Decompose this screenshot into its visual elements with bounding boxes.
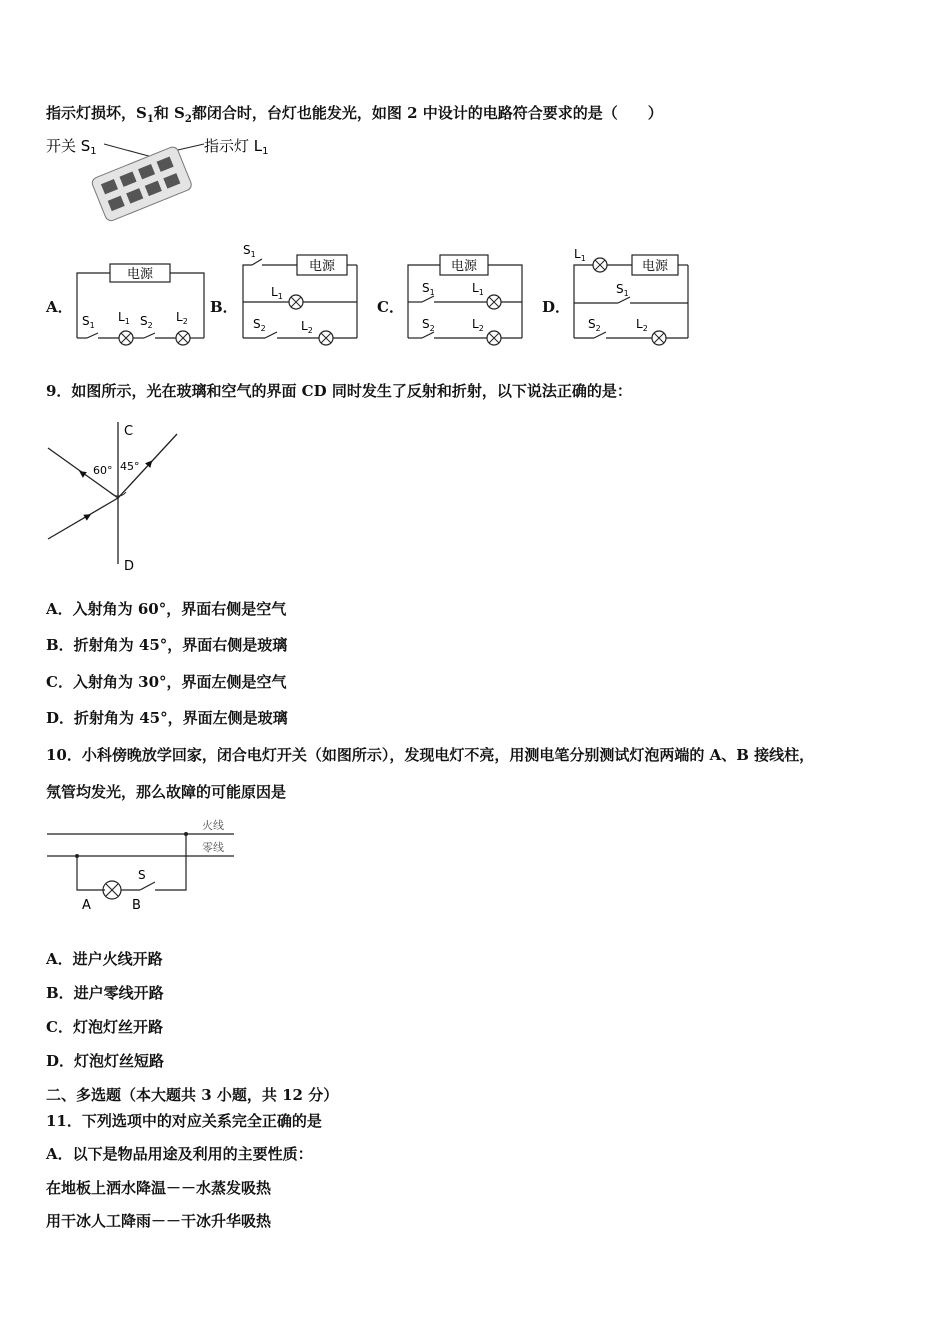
circuit-b bbox=[235, 238, 365, 350]
svg-text:L1: $L_1$ bbox=[472, 281, 484, 297]
q10-stem-line2: 氖管均发光，那么故障的可能原因是 bbox=[46, 783, 287, 801]
refraction-figure bbox=[44, 418, 189, 578]
q11-item-2: 用干冰人工降雨－－干冰升华吸热 bbox=[46, 1212, 272, 1230]
q8-option-b-label: B． bbox=[210, 298, 238, 316]
q9-stem: 9．如图所示，光在玻璃和空气的界面 CD 同时发生了反射和折射，以下说法正确的是： bbox=[46, 382, 632, 400]
q10-option-b[interactable]: B．进户零线开路 bbox=[46, 984, 164, 1002]
q9-option-d[interactable]: D．折射角为 45°，界面左侧是玻璃 bbox=[46, 709, 288, 727]
terminal-b-label: B bbox=[132, 898, 141, 913]
power-strip-figure bbox=[44, 130, 294, 230]
svg-text:S1: $S_1$ bbox=[616, 282, 629, 298]
q10-option-d[interactable]: D．灯泡灯丝短路 bbox=[46, 1052, 165, 1070]
q10-stem-line1: 10．小科傍晚放学回家，闭合电灯开关（如图所示），发现电灯不亮，用测电笔分别测试灯泡两端的 A、B 接线柱， bbox=[46, 746, 815, 764]
svg-text:L2: $L_2$ bbox=[472, 317, 484, 333]
q11-stem: 11．下列选项中的对应关系完全正确的是 bbox=[46, 1112, 322, 1130]
q11-option-a[interactable]: A．以下是物品用途及利用的主要性质： bbox=[46, 1145, 313, 1163]
fire-wire-label: 火线 bbox=[202, 819, 224, 832]
q9-option-b[interactable]: B．折射角为 45°，界面右侧是玻璃 bbox=[46, 636, 288, 654]
svg-text:电源: 电源 bbox=[641, 259, 669, 274]
svg-text:S1: $S_1$ bbox=[422, 281, 435, 297]
svg-text:电源: 电源 bbox=[308, 259, 336, 274]
svg-text:L2: $L_2$ bbox=[636, 317, 648, 333]
svg-text:L1: $L_1$ bbox=[574, 247, 586, 263]
svg-text:S2: $S_2$ bbox=[422, 317, 435, 333]
svg-text:S2: $S_2$ bbox=[588, 317, 601, 333]
switch-label: 开关 $S_1$ bbox=[46, 137, 97, 157]
zero-wire-label: 零线 bbox=[202, 841, 224, 854]
household-circuit-figure bbox=[44, 812, 244, 916]
circuit-c bbox=[400, 245, 530, 350]
q8-option-a-label: A． bbox=[46, 298, 73, 316]
switch-s-label: S bbox=[138, 868, 146, 882]
label-c: C bbox=[124, 424, 134, 439]
svg-text:S2: $S_2$ bbox=[253, 317, 266, 333]
terminal-a-label: A bbox=[82, 898, 91, 913]
q8-option-d-label: D． bbox=[542, 298, 571, 316]
power-label: 电源 bbox=[126, 267, 154, 282]
q9-option-a[interactable]: A．入射角为 60°，界面右侧是空气 bbox=[46, 600, 287, 618]
q10-option-a[interactable]: A．进户火线开路 bbox=[46, 950, 163, 968]
svg-text:电源: 电源 bbox=[450, 259, 478, 274]
svg-text:L2: $L_2$ bbox=[176, 310, 188, 326]
svg-text:L2: $L_2$ bbox=[301, 319, 313, 335]
svg-text:L1: $L_1$ bbox=[271, 285, 283, 301]
label-d: D bbox=[124, 559, 135, 574]
q11-item-1: 在地板上洒水降温－－水蒸发吸热 bbox=[46, 1179, 272, 1197]
svg-text:S1: $S_1$ bbox=[243, 243, 256, 259]
q9-option-c[interactable]: C．入射角为 30°，界面左侧是空气 bbox=[46, 673, 287, 691]
indicator-label: 指示灯 $L_1$ bbox=[204, 137, 269, 157]
svg-text:L1: $L_1$ bbox=[118, 310, 130, 326]
circuit-a bbox=[72, 255, 212, 350]
q10-option-c[interactable]: C．灯泡灯丝开路 bbox=[46, 1018, 163, 1036]
svg-text:S2: $S_2$ bbox=[140, 314, 153, 330]
circuit-d bbox=[566, 243, 696, 350]
angle-45: 45° bbox=[120, 460, 140, 473]
svg-text:S1: $S_1$ bbox=[82, 314, 95, 330]
section2-heading: 二、多选题（本大题共 3 小题，共 12 分） bbox=[46, 1086, 339, 1104]
q8-stem: 指示灯损坏，$S_1$和 $S_2$都闭合时，台灯也能发光，如图 2 中设计的电路符合要求的是（ ） bbox=[46, 104, 663, 125]
angle-60: 60° bbox=[93, 464, 113, 477]
q8-option-c-label: C． bbox=[377, 298, 404, 316]
